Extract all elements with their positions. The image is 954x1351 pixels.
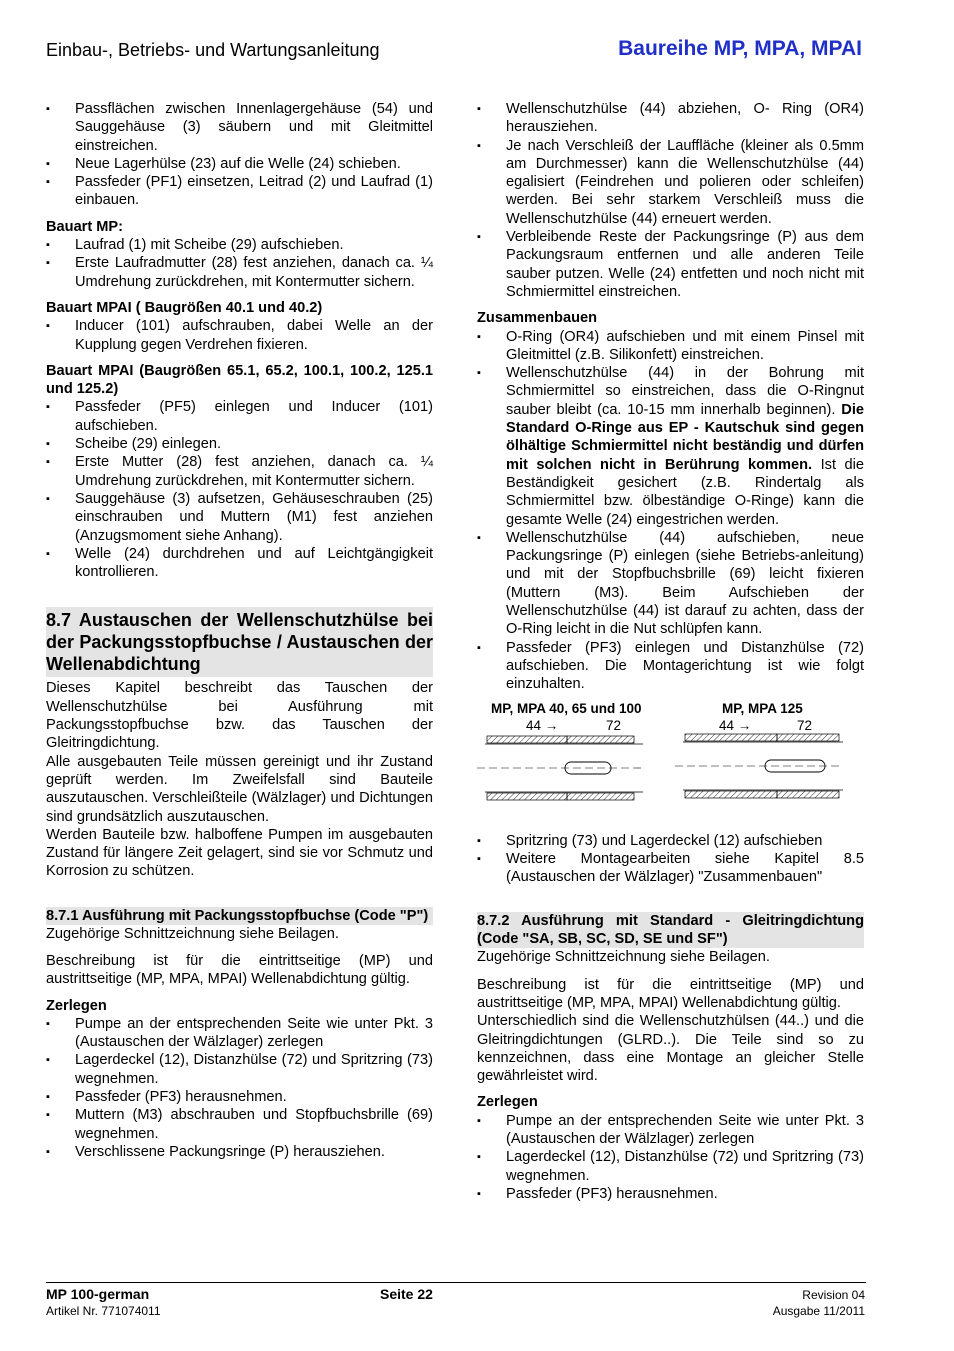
warning-text: Die Standard O-Ringe aus EP - Kautschuk sind gegen ölhältige Schmiermittel nicht beständig und dürfen mit solchen nicht in Berührung kommen. (506, 401, 864, 473)
list-item: ▪ Verbleibende Reste der Packungsringe (P) aus dem Packungsraum entfernen und alle anderen Teile sauber putzen. Welle (24) entfetten und noch nicht mit Schmiermittel einstreichen. (477, 228, 864, 301)
item-text: Ist die Beständigkeit gesichert (z.B. Rindertalg als Schmiermittel bzw. ölbeständige O-Ringe) kann die gesamte Welle (24) eingestrichen werden. (506, 456, 865, 528)
after-figure-list (477, 832, 864, 887)
subheading-mp: Bauart MP: (46, 218, 124, 235)
list-item: ▪ Lagerdeckel (12), Distanzhülse (72) und Spritzring (73) wegnehmen. (477, 1148, 864, 1185)
list-item: ▪ Passfeder (PF3) einlegen und Distanzhülse (72) aufschieben. Die Montagerichtung ist wie folgt einzuhalten. (477, 639, 864, 694)
list-item: ▪ Inducer (101) aufschrauben, dabei Welle an der Kupplung gegen Verdrehen fixieren. (46, 317, 433, 354)
list-item: ▪ Wellenschutzhülse (44) abziehen, O- Ring (OR4) herausziehen. (477, 100, 864, 137)
mpai1-list (46, 317, 433, 354)
zerlegen-list-2 (477, 1112, 864, 1203)
mounting-direction-figure (477, 700, 864, 828)
subheading-zerlegen: Zerlegen (46, 997, 107, 1014)
list-item: ▪ Sauggehäuse (3) aufsetzen, Gehäuseschrauben (25) einschrauben und Muttern (M1) fest anziehen (Anzugsmoment siehe Anhang). (46, 490, 433, 545)
section-8-7-paragraph: Dieses Kapitel beschreibt das Tauschen der Wellenschutzhülse bei Ausführung mit Packungsstopfbuchse bzw. das Tauschen der Gleitringdichtung. (46, 680, 433, 752)
figure-title-right: MP, MPA 125 (722, 700, 803, 716)
list-item: ▪ Passfeder (PF3) herausnehmen. (46, 1088, 433, 1106)
right-column (477, 100, 864, 1203)
list-item: ▪ Laufrad (1) mit Scheibe (29) aufschieben. (46, 236, 433, 254)
list-item: ▪ Passfeder (PF5) einlegen und Inducer (101) aufschieben. (46, 398, 433, 435)
figure-label-44: 44 → (719, 717, 752, 733)
sleeve-drawing (477, 700, 864, 828)
header-title: Einbau-, Betriebs- und Wartungsanleitung (46, 40, 380, 60)
list-item: ▪ Lagerdeckel (12), Distanzhülse (72) und Spritzring (73) wegnehmen. (46, 1051, 433, 1088)
list-item: ▪ Weitere Montagearbeiten siehe Kapitel 8.5 (Austauschen der Wälzlager) "Zusammenbauen" (477, 850, 864, 887)
header-series: Baureihe MP, MPA, MPAI (618, 37, 862, 60)
list-item: ▪ Erste Mutter (28) fest anziehen, danach ca. ¼ Umdrehung zurückdrehen, mit Kontermutter sichern. (46, 453, 433, 490)
figure-label-72: 72 (797, 717, 813, 733)
item-text: Wellenschutzhülse (44) in der Bohrung mit Schmiermittel so einstreichen, dass die O-Ringnut sauber bleibt (ca. 10-15 mm innerhalb beginnen). (506, 365, 864, 418)
footer-issue: Ausgabe 11/2011 (772, 1304, 865, 1318)
section-8-7-1-paragraph: Beschreibung ist für die eintrittseitige (MP) und austrittseitige (MP, MPA, MPAI) Wellenabdichtung gültig. (46, 952, 433, 988)
figure-label-44: 44 → (526, 717, 559, 733)
list-item (477, 364, 864, 529)
footer-revision: Revision 04 (802, 1288, 865, 1302)
list-item: ▪ Pumpe an der entsprechenden Seite wie unter Pkt. 3 (Austauschen der Wälzlager) zerlegen (46, 1015, 433, 1052)
subheading-zerlegen: Zerlegen (477, 1094, 538, 1111)
mpai2-list (46, 398, 433, 581)
sleeve-drawing-large (675, 734, 843, 798)
list-item: ▪ Welle (24) durchdrehen und auf Leichtgängigkeit kontrollieren. (46, 545, 433, 582)
intro-list (46, 100, 433, 210)
mp-list (46, 236, 433, 291)
list-item: ▪ Passfeder (PF1) einsetzen, Leitrad (2) und Laufrad (1) einbauen. (46, 173, 433, 210)
section-8-7-1-heading: 8.7.1 Ausführung mit Packungsstopfbuchse (Code "P") (46, 907, 433, 925)
list-item: ▪ Je nach Verschleiß der Lauffläche (kleiner als 0.5mm am Durchmesser) kann die Wellenschutzhülse (44) egalisiert (Feindrehen und polieren oder schleifen) werden. Bei sehr starkem Verschleiß muss die Wellenschutzhülse (44) erneuert werden. (477, 137, 864, 228)
list-item: ▪ Verschlissene Packungsringe (P) herausziehen. (46, 1143, 433, 1161)
section-8-7-paragraph: Werden Bauteile bzw. halboffene Pumpen im ausgebauten Zustand für längere Zeit gelagert, sind sie vor Schmutz und Korrosion zu schützen. (46, 826, 433, 880)
list-item: ▪ Pumpe an der entsprechenden Seite wie unter Pkt. 3 (Austauschen der Wälzlager) zerlegen (477, 1112, 864, 1149)
zusammenbauen-list (477, 328, 864, 694)
figure-label-72: 72 (606, 717, 622, 733)
list-item: ▪ Spritzring (73) und Lagerdeckel (12) aufschieben (477, 832, 864, 850)
list-item: ▪ Muttern (M3) abschrauben und Stopfbuchsbrille (69) wegnehmen. (46, 1106, 433, 1143)
sleeve-drawing-small (477, 736, 643, 800)
list-item: ▪ Passflächen zwischen Innenlagergehäuse (54) und Sauggehäuse (3) säubern und mit Gleitmittel einstreichen. (46, 100, 433, 155)
figure-title-left: MP, MPA 40, 65 und 100 (491, 700, 642, 716)
list-item: ▪ Scheibe (29) einlegen. (46, 435, 433, 453)
list-item: ▪ Neue Lagerhülse (23) auf die Welle (24) schieben. (46, 155, 433, 173)
list-item: ▪ Wellenschutzhülse (44) aufschieben, neue Packungsringe (P) einlegen (siehe Betriebs-anleitung) und mit der Stopfbuchsbrille (69) leicht fixieren (Muttern (M3). Beim Aufschieben der Wellenschutzhülse (44) ist darauf zu achten, dass der O-Ring leicht in die Nut schlüpfen kann. (477, 529, 864, 639)
zerlegen-list (46, 1015, 433, 1161)
subheading-mpai-2: Bauart MPAI (Baugrößen 65.1, 65.2, 100.1, 100.2, 125.1 und 125.2) (46, 362, 433, 398)
section-8-7-paragraph: Alle ausgebauten Teile müssen gereinigt und ihr Zustand geprüft werden. Im Zweifelsfall sind Bauteile auszutauschen. Verschleißteile (Wälzlager) und Dichtungen sind grundsätzlich auszutauschen. (46, 753, 433, 825)
list-item: ▪ O-Ring (OR4) aufschieben und mit einem Pinsel mit Gleitmittel (z.B. Silikonfett) einstreichen. (477, 328, 864, 365)
footer-page-number: Seite 22 (380, 1286, 433, 1302)
subheading-zusammenbauen: Zusammenbauen (477, 310, 598, 327)
footer-article-number: Artikel Nr. 771074011 (46, 1304, 161, 1318)
section-8-7-2-heading: 8.7.2 Ausführung mit Standard - Gleitringdichtung (Code "SA, SB, SC, SD, SE und SF") (477, 913, 864, 948)
list-item: ▪ Passfeder (PF3) herausnehmen. (477, 1185, 864, 1203)
section-8-7-2-paragraph: Unterschiedlich sind die Wellenschutzhülsen (44..) und die Gleitringdichtungen (GLRD..). Die Teile sind so zu kennzeichnen, dass eine Montage an gleicher Stelle gewährleistet wird. (477, 1013, 864, 1085)
section-8-7-2-paragraph: Zugehörige Schnittzeichnung siehe Beilagen. (477, 949, 770, 966)
list-item: ▪ Erste Laufradmutter (28) fest anziehen, danach ca. ¼ Umdrehung zurückdrehen, mit Kontermutter sichern. (46, 254, 433, 291)
top-list (477, 100, 864, 301)
section-8-7-2-paragraph: Beschreibung ist für die eintrittseitige (MP) und austrittseitige (MP, MPA, MPAI) Wellenabdichtung gültig. (477, 976, 864, 1011)
section-8-7-1-paragraph: Zugehörige Schnittzeichnung siehe Beilagen. (46, 925, 339, 942)
footer-document: MP 100-german (46, 1286, 150, 1302)
section-8-7-heading: 8.7 Austauschen der Wellenschutzhülse bei der Packungsstopfbuchse / Austauschen der Wellenabdichtung (46, 607, 433, 677)
subheading-mpai-1: Bauart MPAI ( Baugrößen 40.1 und 40.2) (46, 299, 323, 316)
footer-divider (46, 1282, 866, 1283)
left-column (46, 100, 433, 1161)
